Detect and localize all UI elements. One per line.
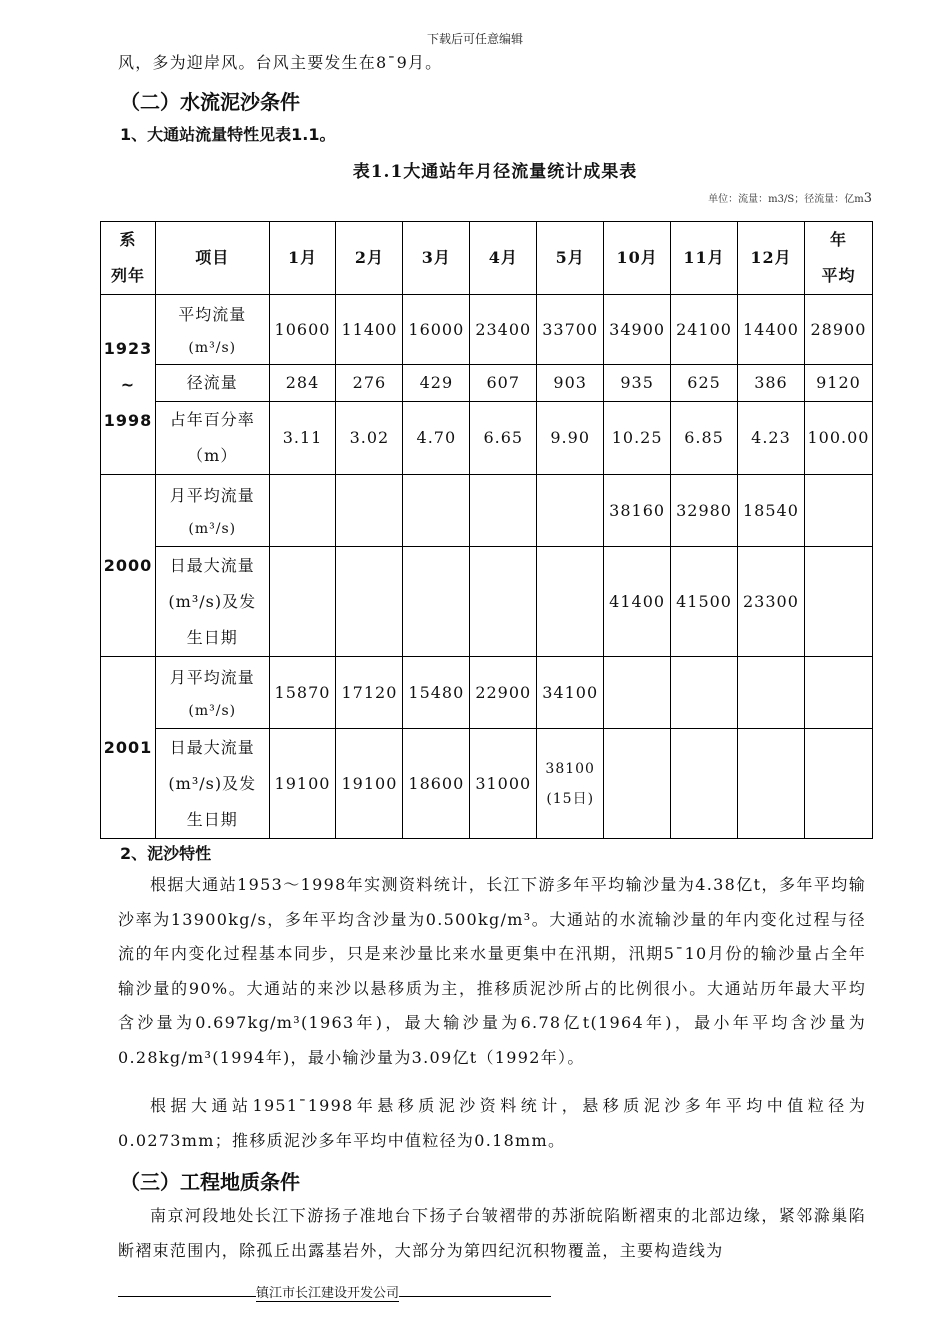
table-cell: 34900 — [604, 295, 671, 365]
table-cell: 607 — [470, 365, 537, 402]
table-cell: 18540 — [738, 475, 805, 547]
header-month: 11月 — [671, 222, 738, 295]
table-cell: 18600 — [403, 729, 470, 839]
subsection-2-title: 2、泥沙特性 — [120, 844, 212, 863]
table-cell: 19100 — [269, 729, 336, 839]
table-row — [101, 657, 873, 729]
table-cell: 38100 (15日) — [537, 729, 604, 839]
table-cell: 41500 — [671, 547, 738, 657]
table-cell: 41400 — [604, 547, 671, 657]
table-cell — [403, 475, 470, 547]
section-3-title: （三）工程地质条件 — [120, 1170, 300, 1194]
header-annual-average: 年 平均 — [804, 222, 872, 295]
table-cell: 31000 — [470, 729, 537, 839]
table-cell: 935 — [604, 365, 671, 402]
header-month: 5月 — [537, 222, 604, 295]
row-label: 日最大流量 (m³/s)及发 生日期 — [155, 729, 269, 839]
table-cell: 32980 — [671, 475, 738, 547]
sediment-paragraph-1: 根据大通站1953～1998年实测资料统计，长江下游多年平均输沙量为4.38亿t，多年平均输沙率为13900kg/s，多年平均含沙量为0.500kg/m³。大通站的水流输沙量的年内变化过程与径流的年内变化过程基本同步，只是来沙量比来水量更集中在汛期，汛期5¯10月份的输沙量占全年输沙量的90%。大通站的来沙以悬移质为主，推移质泥沙所占的比例很小。大通站历年最大平均含沙量为0.697kg/m³(1963年)，最大输沙量为6.78亿t(1964年)，最小年平均含沙量为0.28kg/m³(1994年)，最小输沙量为3.09亿t（1992年）。 — [118, 875, 866, 1067]
table-cell: 284 — [269, 365, 336, 402]
row-label: 日最大流量 (m³/s)及发 生日期 — [155, 547, 269, 657]
table-cell: 4.70 — [403, 402, 470, 475]
table-cell: 10600 — [269, 295, 336, 365]
row-label: 平均流量 (m³/s) — [155, 295, 269, 365]
table-cell: 386 — [738, 365, 805, 402]
table-row — [101, 365, 873, 402]
table-cell — [336, 547, 403, 657]
table-cell: 15480 — [403, 657, 470, 729]
table-cell — [336, 475, 403, 547]
table-cell: 625 — [671, 365, 738, 402]
table-cell: 6.65 — [470, 402, 537, 475]
table-cell — [470, 475, 537, 547]
table-cell — [269, 547, 336, 657]
table-cell: 11400 — [336, 295, 403, 365]
page-header-note: 下载后可任意编辑 — [426, 32, 523, 46]
table-row — [101, 402, 873, 475]
table-cell: 34100 — [537, 657, 604, 729]
year-cell-2001: 2001 — [101, 657, 156, 839]
table-cell — [470, 547, 537, 657]
table-cell: 33700 — [537, 295, 604, 365]
table-cell: 903 — [537, 365, 604, 402]
table-cell: 14400 — [738, 295, 805, 365]
intro-line: 风，多为迎岸风。台风主要发生在8¯9月。 — [118, 53, 443, 72]
row-label: 占年百分率 （m） — [155, 402, 269, 475]
header-month: 2月 — [336, 222, 403, 295]
header-month: 10月 — [604, 222, 671, 295]
table-cell: 24100 — [671, 295, 738, 365]
table-cell — [269, 475, 336, 547]
sediment-paragraph-2: 根据大通站1951¯1998年悬移质泥沙资料统计，悬移质泥沙多年平均中值粒径为0.0273mm；推移质泥沙多年平均中值粒径为0.18mm。 — [118, 1096, 866, 1150]
page-footer — [118, 1282, 568, 1301]
table-cell — [604, 729, 671, 839]
table-cell: 9120 — [804, 365, 872, 402]
row-label: 径流量 — [155, 365, 269, 402]
header-month: 3月 — [403, 222, 470, 295]
table-row — [101, 475, 873, 547]
table-cell — [671, 657, 738, 729]
table-cell: 429 — [403, 365, 470, 402]
table-cell: 17120 — [336, 657, 403, 729]
year-cell-2000: 2000 — [101, 475, 156, 657]
row-label: 月平均流量 (m³/s) — [155, 657, 269, 729]
table-cell: 276 — [336, 365, 403, 402]
table-row — [101, 295, 873, 365]
section-2-title: （二）水流泥沙条件 — [120, 90, 300, 114]
table-cell: 100.00 — [804, 402, 872, 475]
table-cell — [804, 729, 872, 839]
table-cell — [738, 729, 805, 839]
header-month: 12月 — [738, 222, 805, 295]
table-cell — [804, 547, 872, 657]
header-month: 4月 — [470, 222, 537, 295]
subsection-1-title: 1、大通站流量特性见表1.1。 — [120, 125, 336, 144]
row-label: 月平均流量 (m³/s) — [155, 475, 269, 547]
table-cell — [804, 657, 872, 729]
table-cell: 16000 — [403, 295, 470, 365]
table-cell: 9.90 — [537, 402, 604, 475]
table-cell — [671, 729, 738, 839]
table-cell — [604, 657, 671, 729]
table-cell: 3.11 — [269, 402, 336, 475]
table-cell: 15870 — [269, 657, 336, 729]
table-cell — [537, 475, 604, 547]
table-cell: 3.02 — [336, 402, 403, 475]
footer-company: 镇江市长江建设开发公司 — [256, 1286, 400, 1301]
unit-note: 单位：流量：m3/S；径流量：亿m3 — [708, 191, 872, 206]
table-header-row — [101, 222, 873, 295]
table-cell: 23300 — [738, 547, 805, 657]
flow-statistics-table — [100, 221, 873, 839]
header-series-year: 系 列年 — [101, 222, 156, 295]
table-cell: 6.85 — [671, 402, 738, 475]
table-cell: 23400 — [470, 295, 537, 365]
table-cell: 38160 — [604, 475, 671, 547]
table-cell — [537, 547, 604, 657]
table-cell: 22900 — [470, 657, 537, 729]
year-cell-1923-1998: 1923 ~ 1998 — [101, 295, 156, 475]
table-cell: 28900 — [804, 295, 872, 365]
table-caption: 表1.1大通站年月径流量统计成果表 — [352, 162, 638, 182]
table-cell: 19100 — [336, 729, 403, 839]
table-row — [101, 729, 873, 839]
header-month: 1月 — [269, 222, 336, 295]
table-cell — [804, 475, 872, 547]
geology-paragraph: 南京河段地处长江下游扬子准地台下扬子台皱褶带的苏浙皖陷断褶束的北部边缘，紧邻滁巢陷断褶束范围内，除孤丘出露基岩外，大部分为第四纪沉积物覆盖，主要构造线为 — [118, 1206, 866, 1260]
header-item: 项目 — [155, 222, 269, 295]
table-cell: 10.25 — [604, 402, 671, 475]
table-cell: 4.23 — [738, 402, 805, 475]
table-row — [101, 547, 873, 657]
table-cell — [738, 657, 805, 729]
table-cell — [403, 547, 470, 657]
